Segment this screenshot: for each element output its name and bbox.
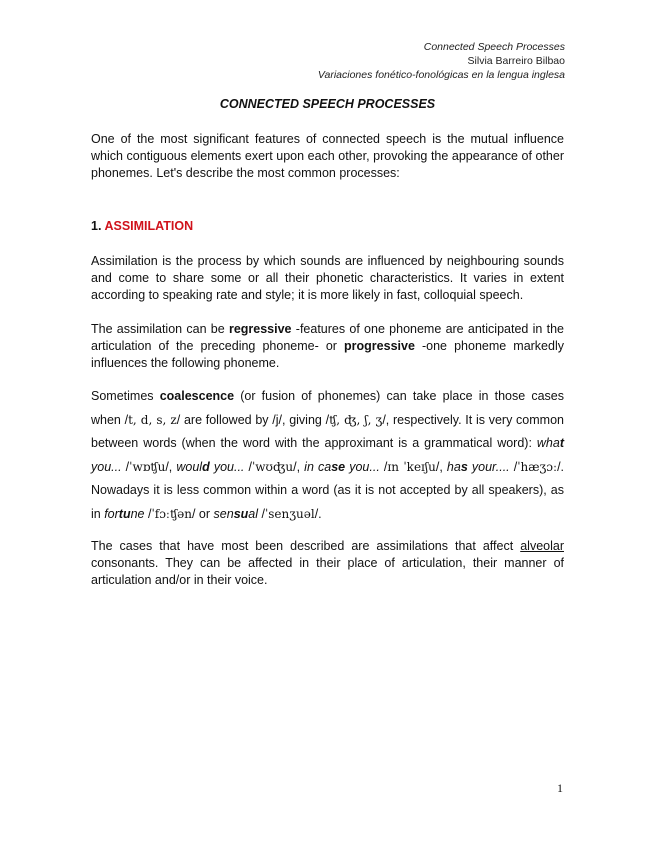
text: /	[379, 459, 388, 474]
section-heading	[91, 219, 193, 233]
ipa-transcription: ˈwʊʤu	[251, 459, 294, 474]
text: /	[258, 506, 265, 521]
text: y	[345, 459, 356, 474]
text: / or	[191, 506, 214, 521]
text: sen	[213, 506, 234, 521]
text: tu	[118, 506, 131, 521]
ipa-transcription: ˈwɒʧu	[129, 459, 166, 474]
text: -features of one phoneme are anticipated in the articulation of the preceding phoneme- or	[91, 322, 564, 353]
term-progressive: progressive	[344, 339, 415, 353]
text: /,	[165, 459, 177, 474]
text: woul	[176, 459, 203, 474]
assimilation-paragraph: Assimilation is the process by which sounds are influenced by neighbouring sounds and come to share some or all their phonetic characteristics. It varies in extent according to speaking rate and style; it is more likely in fast, colloquial speech.	[91, 254, 564, 302]
example-in-case-you	[304, 460, 380, 474]
text: The cases that have most been described are assimilations that affect	[91, 539, 521, 553]
header-title: Connected Speech Processes	[423, 41, 565, 53]
text: d	[202, 459, 210, 474]
ipa-transcription: ʧ, ʤ, ʃ, ʒ	[329, 412, 383, 427]
intro-paragraph: One of the most significant features of connected speech is the mutual influence which contiguous elements exert upon each other, provoking the appearance of other phonemes. Let's describe the most common processes:	[91, 132, 564, 180]
example-has-your	[447, 460, 510, 474]
text: ne	[130, 506, 145, 521]
text: /,	[435, 459, 447, 474]
example-fortune	[104, 507, 144, 521]
ipa-transcription: ˈfɔːʧən	[151, 506, 192, 521]
ipa-transcription: ɪn ˈkeɪʃu	[387, 459, 436, 474]
text: y	[467, 459, 479, 474]
text: wha	[536, 436, 560, 450]
text: /,	[293, 459, 305, 474]
text: Sometimes	[91, 389, 160, 403]
example-sensual	[214, 507, 258, 521]
text: for	[104, 506, 119, 521]
text: ou...	[97, 459, 122, 474]
text: /	[509, 459, 518, 474]
text: -one phoneme markedly influences the following phoneme.	[91, 339, 564, 370]
term-coalescence: coalescence	[159, 389, 235, 403]
text: ou...	[355, 459, 380, 474]
section-number: 1.	[91, 219, 102, 233]
header-author: Silvia Barreiro Bilbao	[467, 55, 565, 67]
text: /, respectively. It is very common between words (when the word with the approximant is a grammatical word):	[91, 412, 564, 450]
example-would-you	[176, 460, 244, 474]
page-number: 1	[557, 781, 563, 795]
coalescence-paragraph	[91, 385, 564, 526]
text: /. Nowadays it is less common within a word (as it is not accepted by all speakers), as in	[91, 459, 565, 521]
header-subtitle: Variaciones fonético-fonológicas en la lengua inglesa	[317, 69, 565, 81]
term-regressive: regressive	[228, 322, 292, 336]
text: ou...	[220, 459, 245, 474]
text: /	[144, 506, 152, 521]
text: y	[209, 459, 221, 474]
text: al	[248, 506, 259, 521]
text: t	[559, 436, 564, 450]
text: y	[91, 459, 98, 474]
text: /	[121, 459, 130, 474]
section-name: ASSIMILATION	[104, 219, 194, 233]
page-header	[318, 40, 565, 82]
text: our....	[478, 459, 510, 474]
text: ha	[446, 459, 461, 474]
text: consonants. They can be affected in their place of articulation, their manner of articulation and/or in their voice.	[91, 556, 564, 587]
text: /.	[314, 506, 322, 521]
text: /	[244, 459, 252, 474]
ipa-transcription: ˈsenʒuəl	[264, 506, 315, 521]
direction-paragraph	[91, 321, 564, 372]
alveolar-paragraph	[91, 538, 564, 589]
text: se	[331, 459, 346, 474]
underlined-term: alveolar	[520, 539, 564, 553]
text: s	[460, 459, 468, 474]
text: su	[233, 506, 249, 521]
text: in ca	[304, 459, 332, 474]
text: (or fusion of phonemes) can take place in those cases when /	[91, 389, 564, 427]
ipa-transcription: t, d, s, z	[128, 412, 177, 427]
text: / are followed by /j/, giving /	[176, 412, 330, 427]
document-title: CONNECTED SPEECH PROCESSES	[219, 97, 436, 111]
ipa-transcription: ˈhæʒɔː	[517, 459, 558, 474]
text: The assimilation can be	[91, 322, 229, 336]
